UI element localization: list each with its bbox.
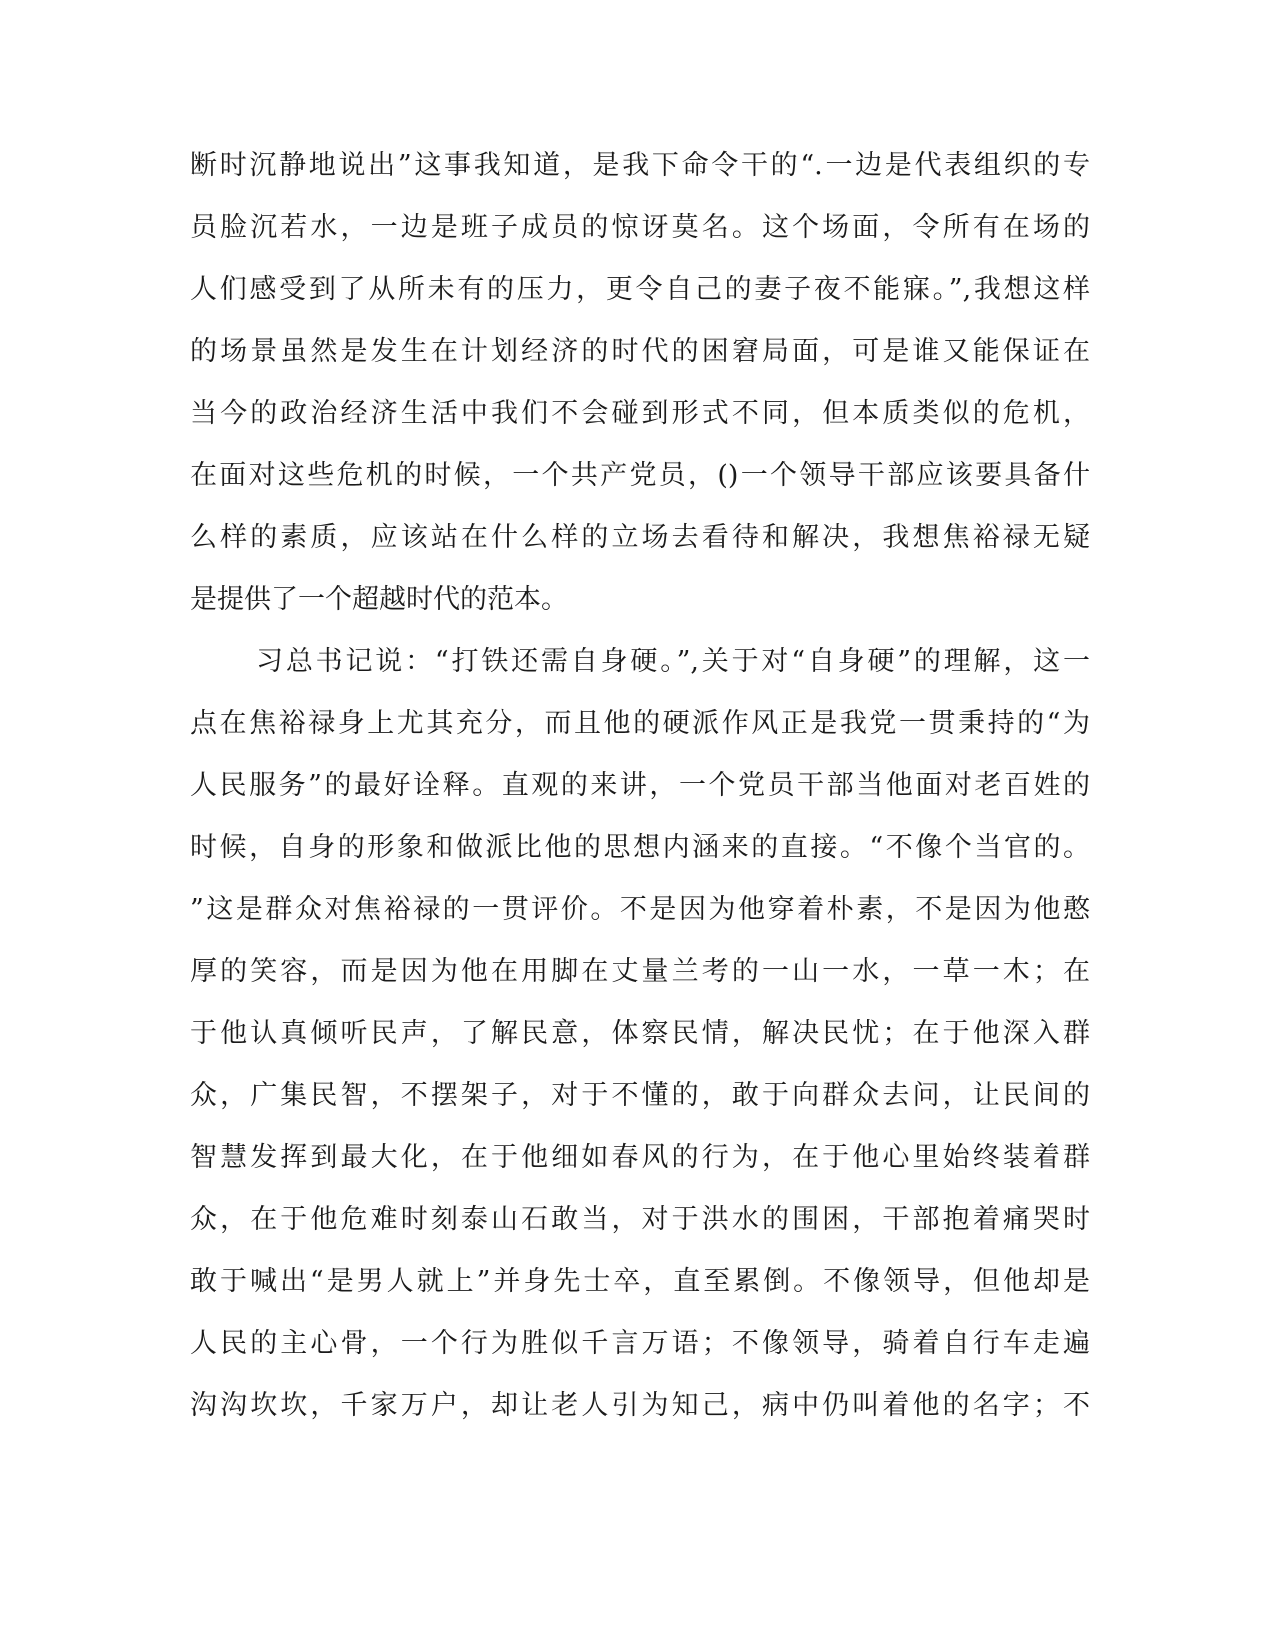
text-line: 智慧发挥到最大化，在于他细如春风的行为，在于他心里始终装着群	[190, 1142, 1090, 1173]
text-line: 敢于喊出“是男人就上”并身先士卒，直至累倒。不像领导，但他却是	[190, 1266, 1090, 1297]
text-line: ”这是群众对焦裕禄的一贯评价。不是因为他穿着朴素，不是因为他憨	[190, 894, 1090, 925]
text-line: 在面对这些危机的时候，一个共产党员，()一个领导干部应该要具备什	[190, 460, 1090, 491]
paragraph-start-line: 习总书记说：“打铁还需自身硬。”,关于对“自身硬”的理解，这一	[256, 646, 1090, 677]
text-line: 于他认真倾听民声，了解民意，体察民情，解决民忧；在于他深入群	[190, 1018, 1090, 1049]
text-line: 的场景虽然是发生在计划经济的时代的困窘局面，可是谁又能保证在	[190, 336, 1090, 367]
text-line: 断时沉静地说出”这事我知道，是我下命令干的“.一边是代表组织的专	[190, 150, 1090, 181]
text-line: 人民的主心骨，一个行为胜似千言万语；不像领导，骑着自行车走遍	[190, 1328, 1090, 1359]
text-line: 人民服务”的最好诠释。直观的来讲，一个党员干部当他面对老百姓的	[190, 770, 1090, 801]
text-line: 人们感受到了从所未有的压力，更令自己的妻子夜不能寐。”,我想这样	[190, 274, 1090, 305]
text-line: 众，在于他危难时刻泰山石敢当，对于洪水的围困，干部抱着痛哭时	[190, 1204, 1090, 1235]
text-line: 么样的素质，应该站在什么样的立场去看待和解决，我想焦裕禄无疑	[190, 522, 1090, 553]
text-line: 时候，自身的形象和做派比他的思想内涵来的直接。“不像个当官的。	[190, 832, 1090, 863]
paragraph-end-line: 是提供了一个超越时代的范本。	[190, 584, 568, 615]
text-line: 当今的政治经济生活中我们不会碰到形式不同，但本质类似的危机，	[190, 398, 1090, 429]
text-line: 员脸沉若水，一边是班子成员的惊讶莫名。这个场面，令所有在场的	[190, 212, 1090, 243]
text-line: 点在焦裕禄身上尤其充分，而且他的硬派作风正是我党一贯秉持的“为	[190, 708, 1090, 739]
text-line: 厚的笑容，而是因为他在用脚在丈量兰考的一山一水，一草一木；在	[190, 956, 1090, 987]
text-line: 沟沟坎坎，千家万户，却让老人引为知己，病中仍叫着他的名字；不	[190, 1390, 1090, 1421]
body-text	[190, 135, 1090, 1437]
text-line: 众，广集民智，不摆架子，对于不懂的，敢于向群众去问，让民间的	[190, 1080, 1090, 1111]
